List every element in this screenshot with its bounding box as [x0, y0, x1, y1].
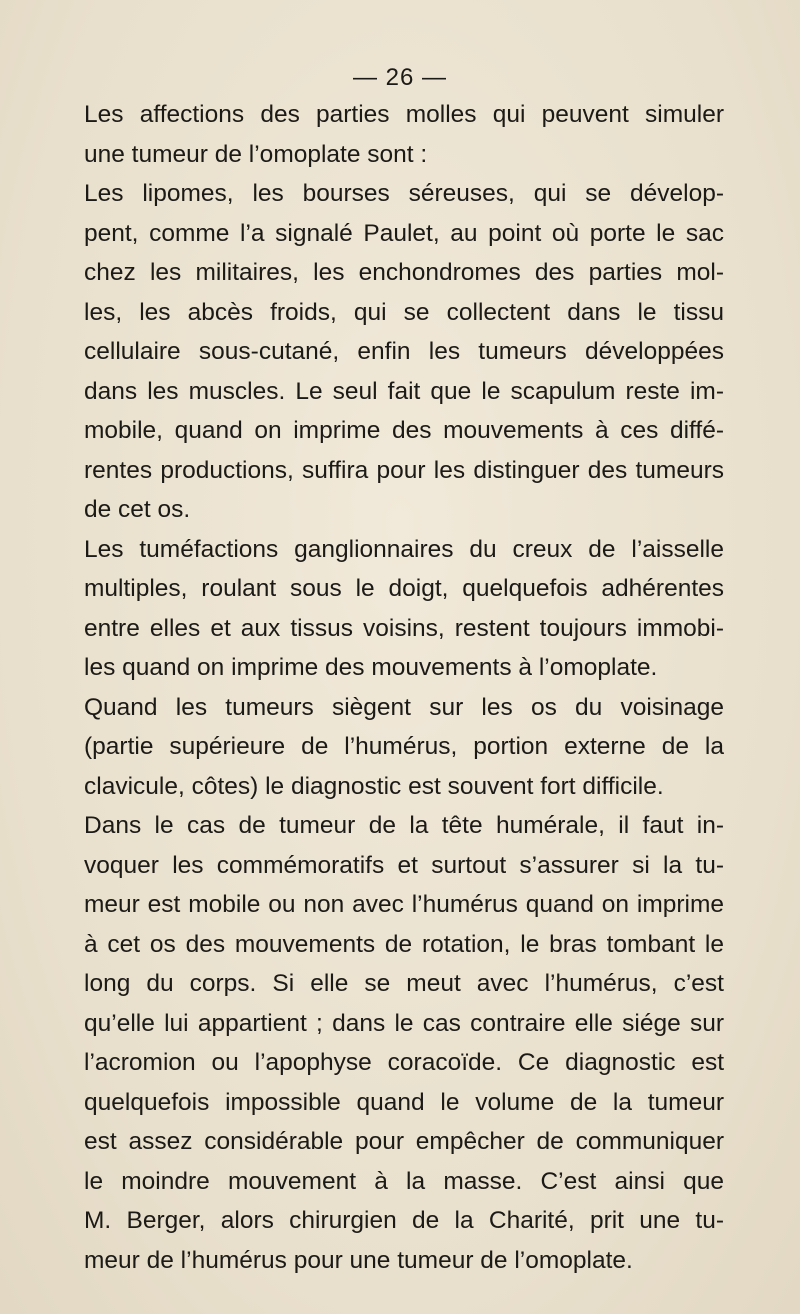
- text-line: de cet os.: [84, 496, 191, 523]
- text-line: qu’elle lui appartient ; dans le cas contraire elle siége sur: [84, 1009, 724, 1037]
- text-line: meur est mobile ou non avec l’humérus quand on imprime: [84, 891, 724, 918]
- text-line: entre elles et aux tissus voisins, restent toujours immobi-: [84, 614, 724, 642]
- text-line: M. Berger, alors chirurgien de la Charité, prit une tu-: [84, 1207, 724, 1234]
- text-line: Les affections des parties molles qui peuvent simuler: [84, 101, 724, 128]
- text-line: (partie supérieure de l’humérus, portion externe de la: [84, 733, 724, 760]
- text-line: rentes productions, suffira pour les distinguer des tumeurs: [84, 456, 724, 484]
- text-line: les quand on imprime des mouvements à l’omoplate.: [84, 654, 658, 681]
- text-line: dans les muscles. Le seul fait que le scapulum reste im-: [84, 377, 724, 405]
- text-line: une tumeur de l’omoplate sont :: [84, 140, 428, 168]
- text-line: les, les abcès froids, qui se collectent dans le tissu: [84, 298, 724, 326]
- text-line: chez les militaires, les enchondromes des parties mol-: [84, 259, 724, 286]
- text-line: quelquefois impossible quand le volume de la tumeur: [84, 1088, 724, 1116]
- text-line: Quand les tumeurs siègent sur les os du voisinage: [84, 693, 724, 721]
- text-line: pent, comme l’a signalé Paulet, au point où porte le sac: [84, 219, 724, 247]
- text-line: long du corps. Si elle se meut avec l’humérus, c’est: [84, 970, 724, 997]
- text-line: Dans le cas de tumeur de la tête humérale, il faut in-: [84, 812, 724, 839]
- text-line: le moindre mouvement à la masse. C’est ainsi que: [84, 1167, 724, 1195]
- text-line: est assez considérable pour empêcher de communiquer: [84, 1128, 724, 1155]
- text-line: à cet os des mouvements de rotation, le bras tombant le: [84, 930, 724, 958]
- body-text: [84, 95, 724, 1280]
- text-line: meur de l’humérus pour une tumeur de l’omoplate.: [84, 1246, 633, 1274]
- text-line: Les tuméfactions ganglionnaires du creux de l’aisselle: [84, 535, 724, 563]
- text-line: l’acromion ou l’apophyse coracoïde. Ce diagnostic est: [84, 1049, 724, 1076]
- text-line: multiples, roulant sous le doigt, quelquefois adhérentes: [84, 575, 724, 602]
- page-number: — 26 —: [352, 64, 448, 91]
- text-line: clavicule, côtes) le diagnostic est souvent fort difficile.: [84, 772, 664, 800]
- text-line: mobile, quand on imprime des mouvements à ces diffé-: [84, 417, 724, 444]
- text-line: voquer les commémoratifs et surtout s’assurer si la tu-: [84, 851, 724, 879]
- text-line: cellulaire sous-cutané, enfin les tumeurs développées: [84, 338, 724, 365]
- text-line: Les lipomes, les bourses séreuses, qui se dévelop-: [84, 180, 724, 207]
